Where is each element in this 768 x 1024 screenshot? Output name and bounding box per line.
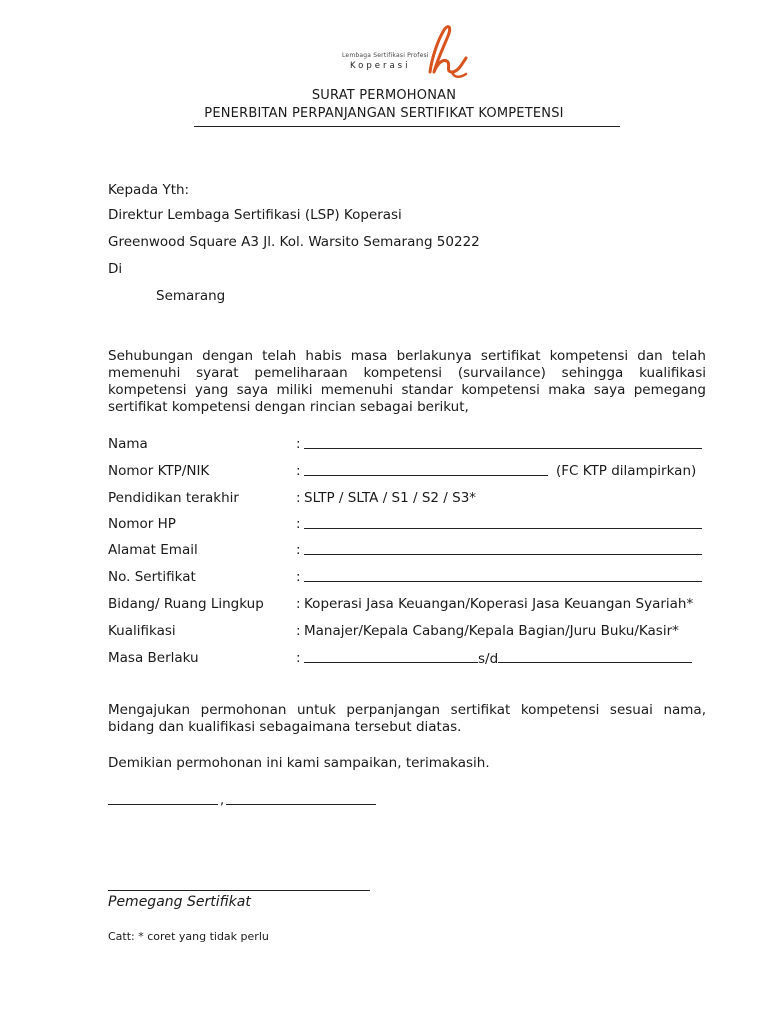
place-blank[interactable] xyxy=(108,804,218,805)
field-colon: : xyxy=(296,569,301,585)
field-blank[interactable] xyxy=(304,569,702,586)
field-label: Kualifikasi xyxy=(108,623,176,639)
field-colon: : xyxy=(296,623,301,639)
field-row-kualifikasi xyxy=(108,623,728,643)
field-value: SLTP / SLTA / S1 / S2 / S3* xyxy=(304,490,477,506)
field-blank[interactable] xyxy=(304,542,702,559)
footnote: Catt: * coret yang tidak perlu xyxy=(108,930,269,943)
signer-title: Pemegang Sertifikat xyxy=(108,894,251,910)
lsp-koperasi-logo xyxy=(334,22,474,84)
letter-subtitle: PENERBITAN PERPANJANGAN SERTIFIKAT KOMPETENSI xyxy=(204,106,564,121)
title-underline xyxy=(194,126,620,127)
ktp-attachment-note: (FC KTP dilampirkan) xyxy=(556,463,697,479)
field-colon: : xyxy=(296,490,301,506)
place-date-comma: , xyxy=(220,793,225,808)
intro-paragraph: Sehubungan dengan telah habis masa berlakunya sertifikat kompetensi dan telah memenuhi syarat pemeliharaan kompetensi (survailance) sehingga kualifikasi kompetensi yang saya miliki memenuhi standar kompetensi maka saya pemegang sertifikat kompetensi dengan rincian sebagai berikut, xyxy=(108,348,706,415)
field-label: Bidang/ Ruang Lingkup xyxy=(108,596,264,612)
field-label: No. Sertifikat xyxy=(108,569,196,585)
field-blank[interactable] xyxy=(304,516,702,533)
field-row-email xyxy=(108,542,728,562)
field-label: Pendidikan terakhir xyxy=(108,490,239,506)
field-colon: : xyxy=(296,596,301,612)
field-row-sertifikat xyxy=(108,569,728,589)
request-paragraph: Mengajukan permohonan untuk perpanjangan sertifikat kompetensi sesuai nama, bidang dan kualifikasi sebagaimana tersebut diatas. xyxy=(108,702,706,735)
field-label: Masa Berlaku xyxy=(108,650,199,666)
field-label: Nomor HP xyxy=(108,516,176,532)
closing-sentence: Demikian permohonan ini kami sampaikan, terimakasih. xyxy=(108,755,490,771)
field-label: Nama xyxy=(108,436,148,452)
date-blank[interactable] xyxy=(226,804,376,805)
validity-period[interactable] xyxy=(304,650,692,667)
logo-text-line2: Koperasi xyxy=(350,61,411,71)
field-colon: : xyxy=(296,436,301,452)
field-label: Nomor KTP/NIK xyxy=(108,463,210,479)
salutation: Kepada Yth: xyxy=(108,182,190,198)
field-colon: : xyxy=(296,463,301,479)
field-value: Koperasi Jasa Keuangan/Koperasi Jasa Keuangan Syariah* xyxy=(304,596,694,612)
field-row-ktp xyxy=(108,463,728,483)
field-row-hp xyxy=(108,516,728,536)
field-row-masa-berlaku xyxy=(108,650,728,670)
logo-text-line1: Lembaga Sertifikasi Profesi xyxy=(342,52,429,59)
field-blank[interactable] xyxy=(304,463,548,480)
field-colon: : xyxy=(296,650,301,666)
recipient-city: Semarang xyxy=(156,288,226,304)
recipient-line1: Direktur Lembaga Sertifikasi (LSP) Koperasi xyxy=(108,207,402,223)
field-row-pendidikan xyxy=(108,490,728,510)
field-blank[interactable] xyxy=(304,436,702,453)
field-colon: : xyxy=(296,542,301,558)
field-row-nama xyxy=(108,436,728,456)
field-row-bidang xyxy=(108,596,728,616)
field-colon: : xyxy=(296,516,301,532)
recipient-address: Greenwood Square A3 Jl. Kol. Warsito Semarang 50222 xyxy=(108,234,480,250)
signature-blank[interactable] xyxy=(108,890,370,891)
letter-title: SURAT PERMOHONAN xyxy=(311,88,457,103)
period-separator: s/d xyxy=(478,651,499,667)
recipient-di: Di xyxy=(108,261,123,277)
field-value: Manajer/Kepala Cabang/Kepala Bagian/Juru Buku/Kasir* xyxy=(304,623,679,639)
field-label: Alamat Email xyxy=(108,542,198,558)
